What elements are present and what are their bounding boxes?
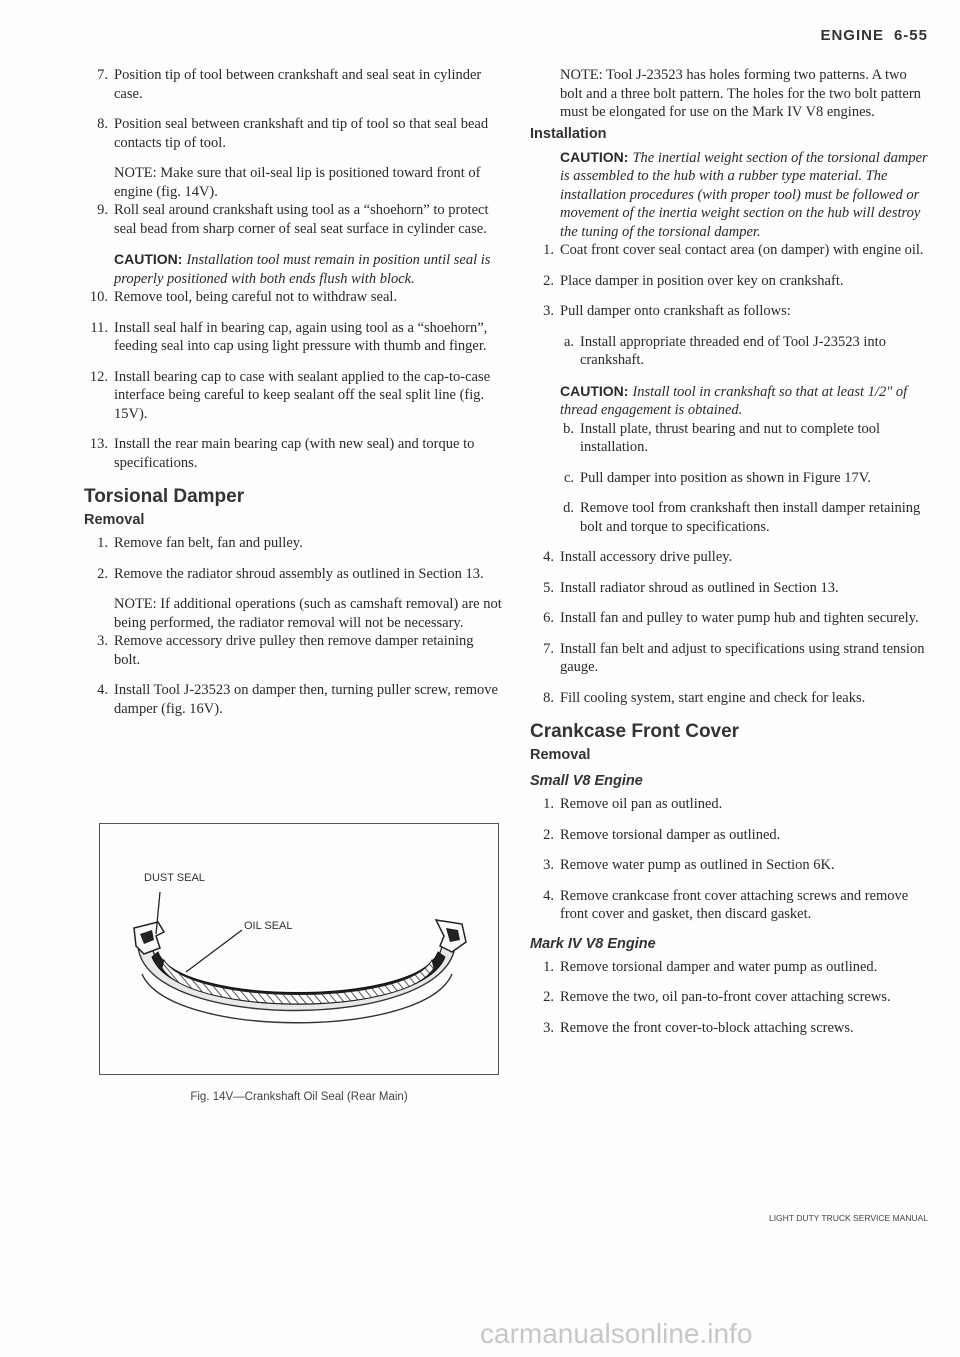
- list-item: [530, 640, 932, 677]
- step-number: 3.: [543, 303, 554, 319]
- step-text: Fill cooling system, start engine and check for leaks.: [560, 689, 866, 706]
- subsection-title: Removal: [84, 512, 145, 528]
- step-number: 2.: [97, 565, 108, 582]
- note: NOTE: Tool J-23523 has holes forming two patterns. A two bolt and a three bolt pattern. The holes for the two bolt pattern must be elongated for use on the Mark IV V8 engines.: [560, 67, 921, 120]
- step-text: Install fan and pulley to water pump hub and tighten securely.: [560, 610, 919, 626]
- list-item: [530, 689, 932, 708]
- watermark: carmanualsonline.info: [480, 1318, 753, 1349]
- list-item: [84, 201, 502, 238]
- step-text: Install accessory drive pulley.: [560, 549, 733, 565]
- step-text: Remove tool, being careful not to withdraw seal.: [114, 289, 398, 305]
- list-item: [530, 302, 932, 321]
- list-item: [530, 609, 932, 628]
- step-number: a.: [563, 333, 574, 350]
- step-number: 13.: [89, 436, 108, 452]
- list-item: [560, 333, 932, 370]
- step-number: 8.: [543, 689, 554, 706]
- list-item: [530, 272, 932, 291]
- list-item: [560, 499, 932, 536]
- step-text: Install fan belt and adjust to specifications using strand tension gauge.: [560, 640, 925, 675]
- step-text: Install the rear main bearing cap (with new seal) and torque to specifications.: [114, 436, 475, 471]
- step-text: Remove torsional damper as outlined.: [560, 826, 781, 843]
- step-number: 2.: [543, 826, 554, 843]
- oil-seal-label: OIL SEAL: [244, 920, 293, 932]
- list-item: [560, 420, 932, 457]
- step-number: 3.: [543, 1019, 554, 1036]
- step-text: Remove the front cover-to-block attaching screws.: [560, 1019, 854, 1036]
- step-number: c.: [563, 469, 574, 486]
- step-text: Remove the two, oil pan-to-front cover attaching screws.: [560, 989, 891, 1005]
- step-number: 1.: [543, 242, 554, 258]
- list-item: [84, 681, 502, 718]
- step-text: Remove fan belt, fan and pulley.: [114, 535, 303, 551]
- step-text: Install bearing cap to case with sealant applied to the cap-to-case interface being careful to keep sealant off the seal split line (fig. 15V).: [114, 368, 491, 422]
- list-item: [84, 565, 502, 584]
- step-number: b.: [563, 420, 574, 437]
- step-number: 4.: [543, 887, 554, 904]
- list-item: [530, 795, 932, 814]
- step-number: d.: [563, 500, 574, 516]
- step-number: 8.: [97, 116, 108, 132]
- step-text: Remove tool from crankshaft then install damper retaining bolt and torque to specifications.: [580, 500, 921, 535]
- step-number: 3.: [543, 857, 554, 873]
- header-section: ENGINE: [820, 27, 884, 44]
- caution-note: [560, 382, 932, 420]
- list-item: [530, 1019, 932, 1038]
- step-text: Install seal half in bearing cap, again using tool as a “shoehorn”, feeding seal into cap using light pressure with thumb and finger.: [114, 319, 488, 354]
- step-text: Install radiator shroud as outlined in Section 13.: [560, 579, 839, 596]
- step-text: Remove accessory drive pulley then remove damper retaining bolt.: [114, 633, 474, 668]
- list-item: [530, 887, 932, 924]
- list-item: [530, 241, 932, 260]
- right-column: [530, 66, 932, 1049]
- step-text: Remove crankcase front cover attaching screws and remove front cover and gasket, then discard gasket.: [560, 887, 909, 922]
- caution-label: CAUTION:: [560, 148, 629, 165]
- caution-label: CAUTION:: [560, 382, 629, 399]
- page-header: [820, 27, 928, 44]
- figure-caption: Fig. 14V—Crankshaft Oil Seal (Rear Main): [190, 1091, 408, 1103]
- step-number: 12.: [89, 368, 108, 385]
- list-item: [530, 548, 932, 567]
- section-title: Crankcase Front Cover: [530, 721, 740, 742]
- section-title: Torsional Damper: [84, 486, 245, 507]
- step-text: Remove oil pan as outlined.: [560, 796, 723, 812]
- step-text: Install Tool J-23523 on damper then, turning puller screw, remove damper (fig. 16V).: [114, 682, 498, 717]
- step-number: 11.: [90, 319, 108, 336]
- step-number: 1.: [97, 535, 108, 551]
- step-text: Position tip of tool between crankshaft and seal seat in cylinder case.: [114, 67, 482, 102]
- subsection-title: Installation: [530, 125, 607, 142]
- step-number: 7.: [543, 640, 554, 657]
- note: NOTE: Make sure that oil-seal lip is positioned toward front of engine (fig. 14V).: [114, 165, 481, 200]
- list-item: [530, 856, 932, 875]
- caution-note: [530, 148, 932, 242]
- step-text: Coat front cover seal contact area (on damper) with engine oil.: [560, 242, 924, 258]
- substep-group: [530, 333, 932, 537]
- left-column: [84, 66, 502, 730]
- oil-seal-illustration: [100, 824, 498, 1074]
- step-text: Place damper in position over key on crankshaft.: [560, 272, 844, 289]
- caution-label: CAUTION:: [114, 251, 183, 267]
- step-number: 2.: [543, 272, 554, 289]
- caution-text: The inertial weight section of the torsional damper is assembled to the hub with a rubber type material. The installation procedures (with proper tool) must be followed or movement of the inertia weight section on the hub will destroy the tuning of the torsional damper.: [560, 149, 928, 240]
- step-number: 2.: [543, 989, 554, 1005]
- step-number: 6.: [543, 610, 554, 626]
- engine-subtitle: Mark IV V8 Engine: [530, 935, 656, 952]
- step-text: Position seal between crankshaft and tip of tool so that seal bead contacts tip of tool.: [114, 116, 489, 151]
- engine-subtitle: Small V8 Engine: [530, 773, 643, 789]
- caution-text: Installation tool must remain in position until seal is properly positioned with both ends flush with block.: [114, 252, 491, 287]
- step-text: Pull damper onto crankshaft as follows:: [560, 303, 791, 319]
- caution-note: [84, 250, 502, 288]
- step-number: 4.: [97, 682, 108, 698]
- step-number: 1.: [543, 796, 554, 812]
- step-number: 7.: [97, 67, 108, 83]
- step-text: Roll seal around crankshaft using tool as a “shoehorn” to protect seal bead from sharp corner of seal seat surface in cylinder case.: [114, 202, 489, 237]
- step-text: Install appropriate threaded end of Tool J-23523 into crankshaft.: [580, 333, 886, 368]
- step-number: 9.: [97, 202, 108, 218]
- subsection-title: Removal: [530, 747, 591, 763]
- step-text: Pull damper into position as shown in Figure 17V.: [580, 469, 871, 486]
- step-text: Install plate, thrust bearing and nut to complete tool installation.: [580, 420, 880, 455]
- caution-text: Install tool in crankshaft so that at least 1/2" of thread engagement is obtained.: [560, 383, 908, 418]
- list-item: [530, 988, 932, 1007]
- list-item: [84, 632, 502, 669]
- figure-14v: [99, 823, 499, 1075]
- dust-seal-label: DUST SEAL: [144, 872, 205, 884]
- step-number: 10.: [89, 289, 108, 305]
- step-number: 3.: [97, 633, 108, 649]
- header-page-number: 6-55: [893, 27, 928, 44]
- note: NOTE: If additional operations (such as camshaft removal) are not being performed, the radiator removal will not be necessary.: [114, 596, 502, 631]
- step-number: 4.: [543, 549, 554, 565]
- step-text: Remove the radiator shroud assembly as outlined in Section 13.: [114, 565, 484, 582]
- list-item: [530, 579, 932, 598]
- step-text: Remove water pump as outlined in Section 6K.: [560, 857, 835, 873]
- list-item: [84, 534, 502, 553]
- list-item: [84, 288, 502, 307]
- list-item: [530, 826, 932, 845]
- list-item: [530, 958, 932, 977]
- list-item: [84, 368, 502, 424]
- list-item: [84, 66, 502, 103]
- page-footer: LIGHT DUTY TRUCK SERVICE MANUAL: [768, 1213, 928, 1223]
- list-item: [560, 469, 932, 488]
- step-number: 5.: [543, 579, 554, 596]
- step-text: Remove torsional damper and water pump as outlined.: [560, 958, 878, 975]
- list-item: [84, 319, 502, 356]
- list-item: [84, 435, 502, 472]
- step-number: 1.: [543, 958, 554, 975]
- list-item: [84, 115, 502, 152]
